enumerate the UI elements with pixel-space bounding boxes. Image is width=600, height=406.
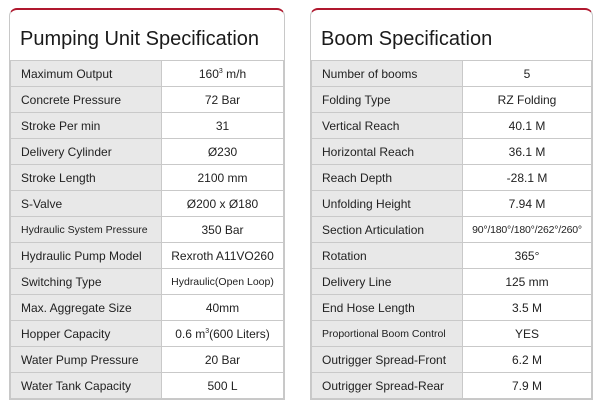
spec-label: Concrete Pressure bbox=[11, 87, 162, 113]
table-row bbox=[11, 113, 284, 139]
spec-value: Hydraulic(Open Loop) bbox=[162, 269, 284, 295]
table-row bbox=[11, 269, 284, 295]
spec-value-unit: (600 Liters) bbox=[209, 326, 270, 341]
spec-value: 365° bbox=[463, 243, 592, 269]
table-row bbox=[312, 347, 592, 373]
spec-label: Delivery Cylinder bbox=[11, 139, 162, 165]
spec-value-main: 160 bbox=[198, 66, 219, 81]
table-row bbox=[312, 139, 592, 165]
spec-label: Outrigger Spread-Rear bbox=[312, 373, 463, 399]
spec-value: 2100 mm bbox=[162, 165, 284, 191]
spec-label: Number of booms bbox=[312, 61, 463, 87]
spec-label: Hydraulic System Pressure bbox=[11, 217, 162, 243]
spec-value: 6.2 M bbox=[463, 347, 592, 373]
spec-value: Ø200 x Ø180 bbox=[162, 191, 284, 217]
boom-panel bbox=[310, 8, 593, 400]
table-row bbox=[11, 321, 284, 347]
spec-value: 5 bbox=[463, 61, 592, 87]
table-row bbox=[312, 165, 592, 191]
table-row bbox=[11, 243, 284, 269]
table-row bbox=[312, 295, 592, 321]
spec-value: 36.1 M bbox=[463, 139, 592, 165]
spec-label: Proportional Boom Control bbox=[312, 321, 463, 347]
table-row bbox=[11, 191, 284, 217]
table-row bbox=[11, 139, 284, 165]
spec-label: S-Valve bbox=[11, 191, 162, 217]
table-row bbox=[312, 113, 592, 139]
table-row bbox=[312, 373, 592, 399]
spec-value: 125 mm bbox=[463, 269, 592, 295]
spec-value: 500 L bbox=[162, 373, 284, 399]
table-row bbox=[11, 295, 284, 321]
spec-label: Reach Depth bbox=[312, 165, 463, 191]
spec-label: Stroke Length bbox=[11, 165, 162, 191]
spec-value: 350 Bar bbox=[162, 217, 284, 243]
spec-label: Stroke Per min bbox=[11, 113, 162, 139]
spec-value-unit: m/h bbox=[222, 66, 247, 81]
spec-label: Max. Aggregate Size bbox=[11, 295, 162, 321]
spec-label: Section Articulation bbox=[312, 217, 463, 243]
spec-label: Vertical Reach bbox=[312, 113, 463, 139]
spec-value: 40mm bbox=[162, 295, 284, 321]
table-row bbox=[11, 87, 284, 113]
spec-value: 72 Bar bbox=[162, 87, 284, 113]
spec-label: Horizontal Reach bbox=[312, 139, 463, 165]
spec-value: RZ Folding bbox=[463, 87, 592, 113]
spec-label: Hydraulic Pump Model bbox=[11, 243, 162, 269]
spec-value: 40.1 M bbox=[463, 113, 592, 139]
spec-value-superscript: 3 bbox=[218, 67, 223, 75]
table-row bbox=[11, 165, 284, 191]
table-row bbox=[11, 347, 284, 373]
spec-value-main: 0.6 m bbox=[175, 326, 206, 341]
table-row bbox=[312, 191, 592, 217]
pumping-unit-title: Pumping Unit Specification bbox=[20, 28, 260, 50]
boom-table bbox=[311, 60, 592, 399]
spec-label: End Hose Length bbox=[312, 295, 463, 321]
table-row bbox=[312, 269, 592, 295]
table-row bbox=[312, 243, 592, 269]
spec-label: Hopper Capacity bbox=[11, 321, 162, 347]
table-row bbox=[312, 217, 592, 243]
table-row bbox=[11, 373, 284, 399]
spec-label: Rotation bbox=[312, 243, 463, 269]
table-row bbox=[11, 217, 284, 243]
table-row bbox=[312, 87, 592, 113]
spec-value: -28.1 M bbox=[463, 165, 592, 191]
spec-value bbox=[162, 321, 284, 347]
spec-value: 20 Bar bbox=[162, 347, 284, 373]
spec-value-superscript: 3 bbox=[205, 327, 210, 335]
spec-label: Switching Type bbox=[11, 269, 162, 295]
spec-value: 31 bbox=[162, 113, 284, 139]
spec-label: Delivery Line bbox=[312, 269, 463, 295]
spec-value: Rexroth A11VO260 bbox=[162, 243, 284, 269]
spec-label: Water Pump Pressure bbox=[11, 347, 162, 373]
pumping-unit-panel bbox=[9, 8, 285, 400]
spec-value: 7.94 M bbox=[463, 191, 592, 217]
boom-title: Boom Specification bbox=[321, 28, 493, 50]
pumping-unit-table bbox=[10, 60, 284, 399]
spec-value: 7.9 M bbox=[463, 373, 592, 399]
spec-label: Folding Type bbox=[312, 87, 463, 113]
spec-label: Water Tank Capacity bbox=[11, 373, 162, 399]
table-row bbox=[312, 321, 592, 347]
spec-value: YES bbox=[463, 321, 592, 347]
spec-value: 3.5 M bbox=[463, 295, 592, 321]
spec-label: Unfolding Height bbox=[312, 191, 463, 217]
spec-value: 90°/180°/180°/262°/260° bbox=[463, 217, 592, 243]
spec-value: Ø230 bbox=[162, 139, 284, 165]
spec-label: Outrigger Spread-Front bbox=[312, 347, 463, 373]
spec-label: Maximum Output bbox=[11, 61, 162, 87]
